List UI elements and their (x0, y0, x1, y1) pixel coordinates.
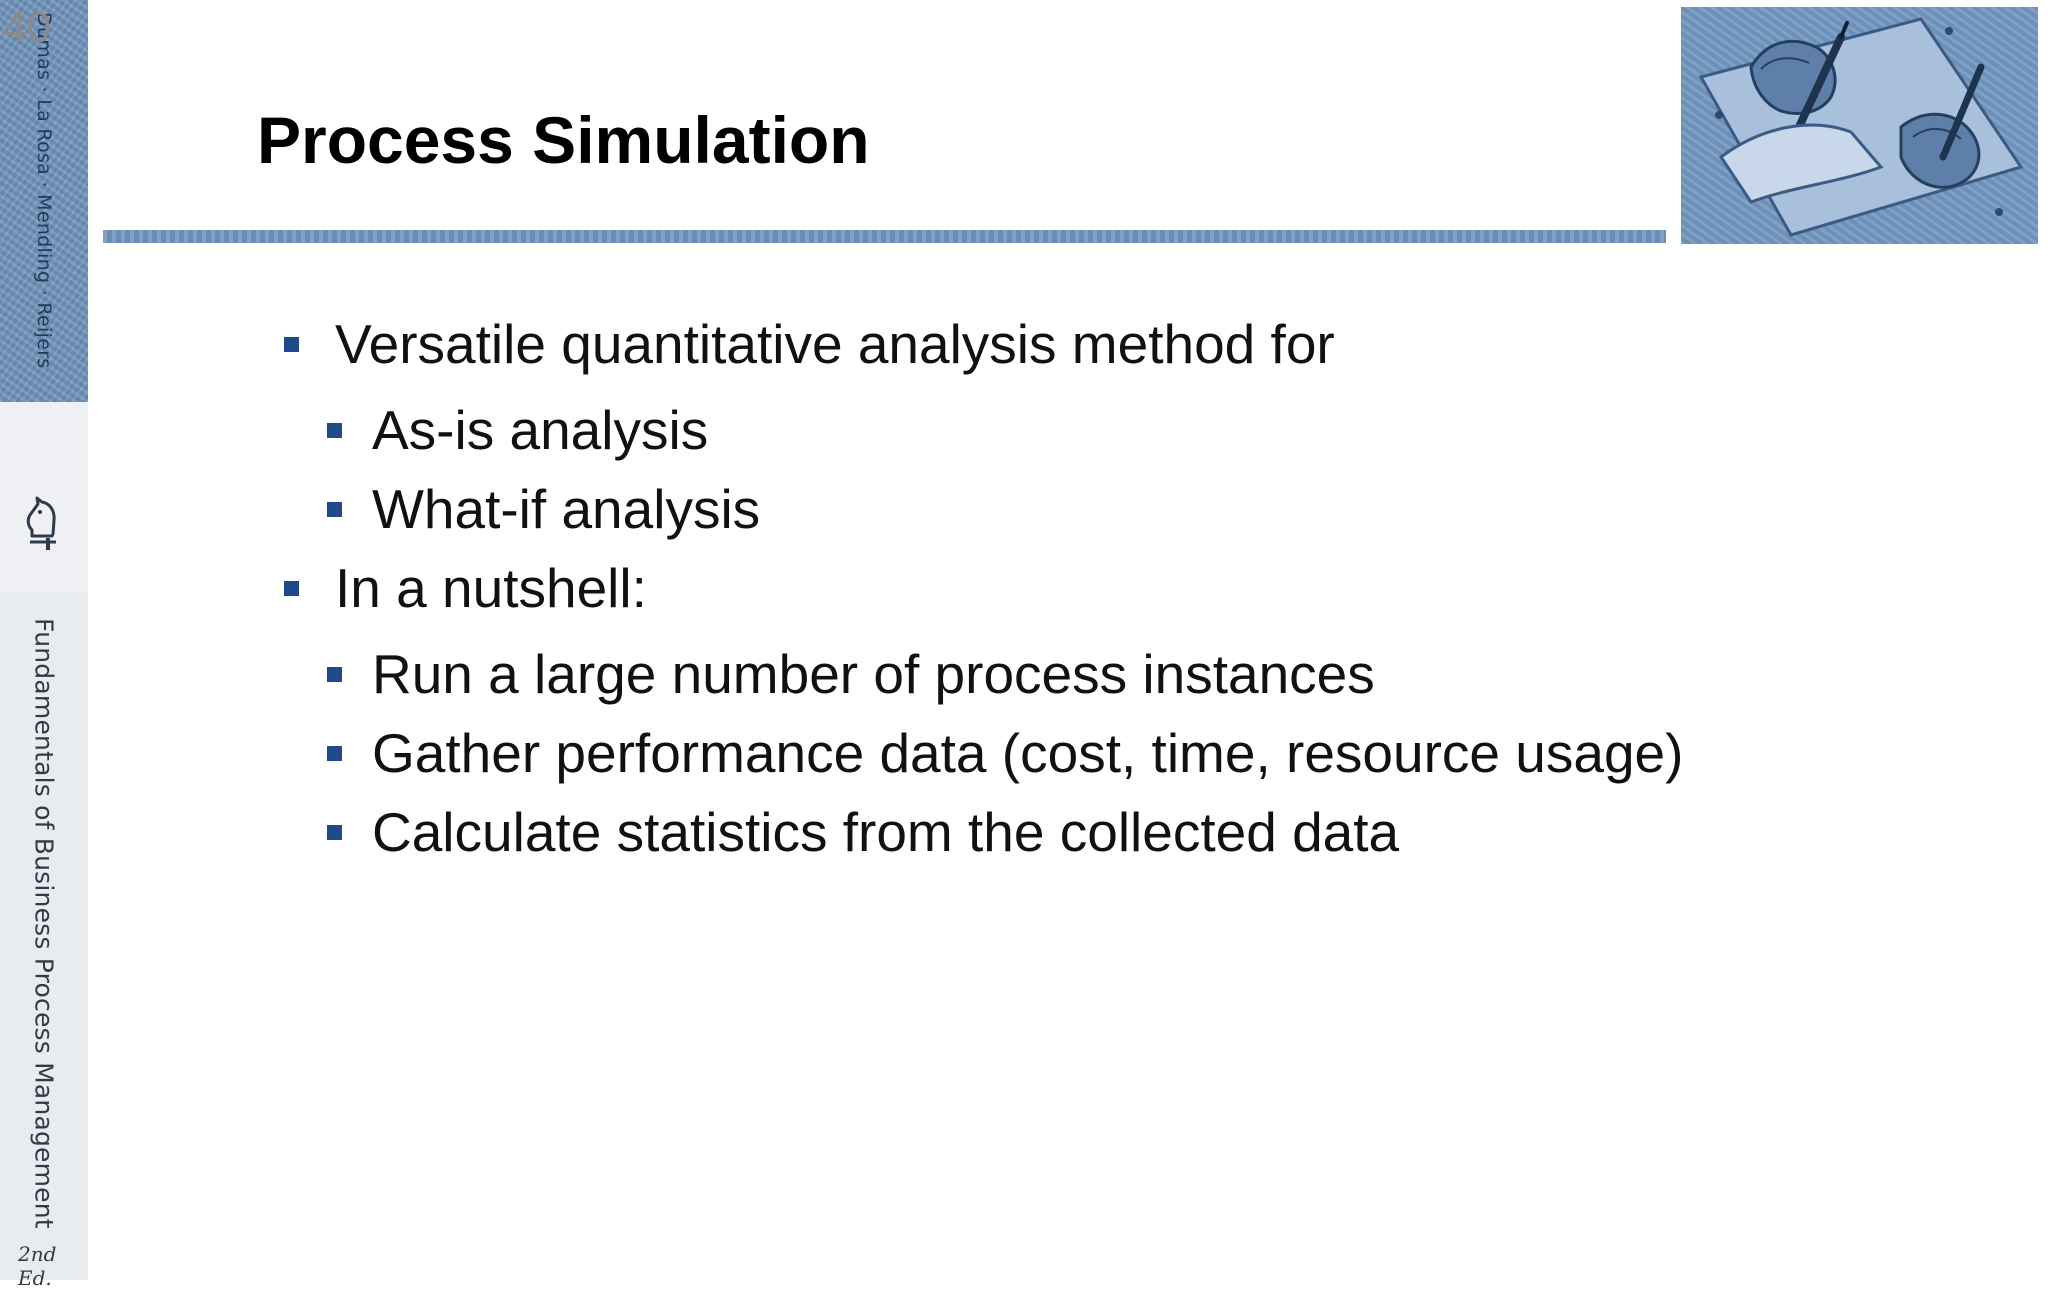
bullet-square-icon (327, 746, 342, 761)
spine-cover-band (0, 0, 88, 402)
bullet-item (327, 477, 760, 541)
bullet-square-icon (284, 581, 299, 596)
bullet-text: What-if analysis (372, 478, 761, 540)
bullet-text: Run a large number of process instances (372, 643, 1375, 705)
bullet-item (327, 721, 1683, 785)
bullet-text: Gather performance data (cost, time, resource usage) (372, 722, 1684, 784)
bullet-text: As-is analysis (372, 399, 709, 461)
bullet-square-icon (327, 423, 342, 438)
page-number: 40 (2, 3, 51, 52)
title-divider (103, 230, 1666, 243)
bullet-item (284, 556, 647, 620)
knight-chess-piece-icon (18, 490, 66, 552)
bullet-text: Calculate statistics from the collected data (372, 801, 1400, 863)
bullet-item (327, 642, 1375, 706)
bullet-square-icon (327, 667, 342, 682)
spine-edition: 2nd Ed. (18, 1242, 57, 1290)
bullet-item (327, 800, 1399, 864)
slide-title: Process Simulation (257, 103, 870, 177)
bullet-text: Versatile quantitative analysis method for (335, 313, 1335, 375)
drawing-hands-art (1681, 7, 2038, 244)
bullet-item (284, 312, 1335, 376)
book-spine (0, 0, 88, 1290)
spine-book-title: Fundamentals of Business Process Management (29, 618, 59, 1229)
bullet-item (327, 398, 708, 462)
bullet-square-icon (284, 337, 299, 352)
bullet-square-icon (327, 825, 342, 840)
bullet-square-icon (327, 502, 342, 517)
spine-authors: Dumas · La Rosa · Mendling · Reijers (33, 12, 55, 369)
drawing-hands-illustration (1681, 7, 2038, 244)
bullet-text: In a nutshell: (335, 557, 647, 619)
